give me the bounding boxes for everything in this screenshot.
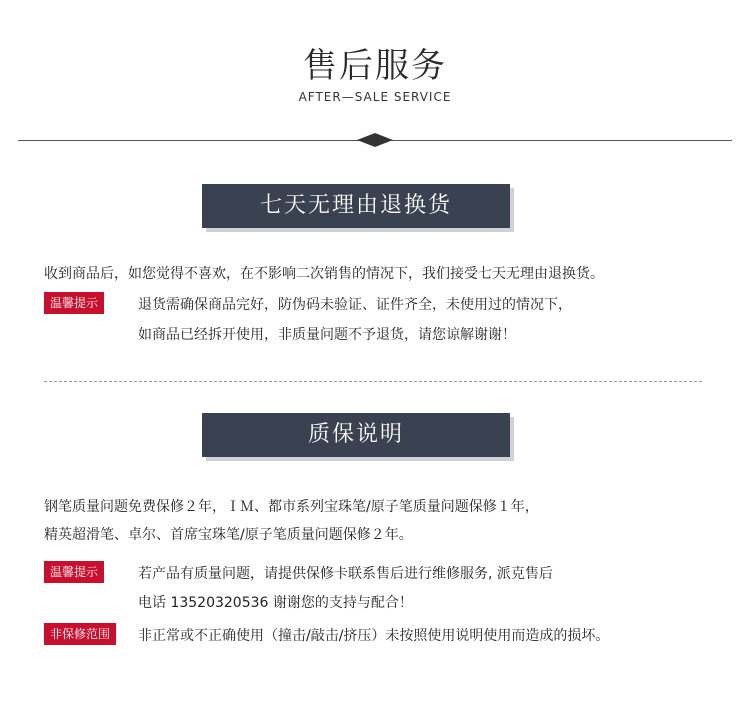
return-tip-line-2: 如商品已经拆开使用，非质量问题不予退货，请您谅解谢谢！: [138, 327, 516, 343]
warranty-line-1: 钢笔质量问题免费保修２年，ＩＭ、都市系列宝珠笔/原子笔质量问题保修１年，: [44, 499, 539, 515]
warranty-tip-line-2: 电话 13520320536 谢谢您的支持与配合！: [138, 595, 413, 611]
warm-tip-badge: 温馨提示: [44, 292, 104, 314]
page-title: 售后服务: [303, 46, 447, 86]
divider-diamond-icon: [357, 133, 393, 147]
section-divider: [44, 381, 702, 382]
warm-tip-badge: 温馨提示: [44, 561, 104, 583]
return-tip-line-1: 退货需确保商品完好，防伪码未验证、证件齐全，未使用过的情况下，: [138, 297, 572, 313]
return-policy-banner: 七天无理由退换货: [202, 184, 510, 228]
return-policy-intro: 收到商品后，如您觉得不喜欢，在不影响二次销售的情况下，我们接受七天无理由退换货。: [44, 266, 604, 282]
non-warranty-text: 非正常或不正确使用（撞击/敲击/挤压）未按照使用说明使用而造成的损坏。: [138, 628, 610, 644]
warranty-line-2: 精英超滑笔、卓尔、首席宝珠笔/原子笔质量问题保修２年。: [44, 527, 413, 543]
warranty-banner: 质保说明: [202, 413, 510, 457]
warranty-tip-line-1: 若产品有质量问题，请提供保修卡联系售后进行维修服务, 派克售后: [138, 566, 553, 582]
page-subtitle: AFTER—SALE SERVICE: [298, 90, 452, 104]
non-warranty-badge: 非保修范围: [44, 623, 116, 645]
